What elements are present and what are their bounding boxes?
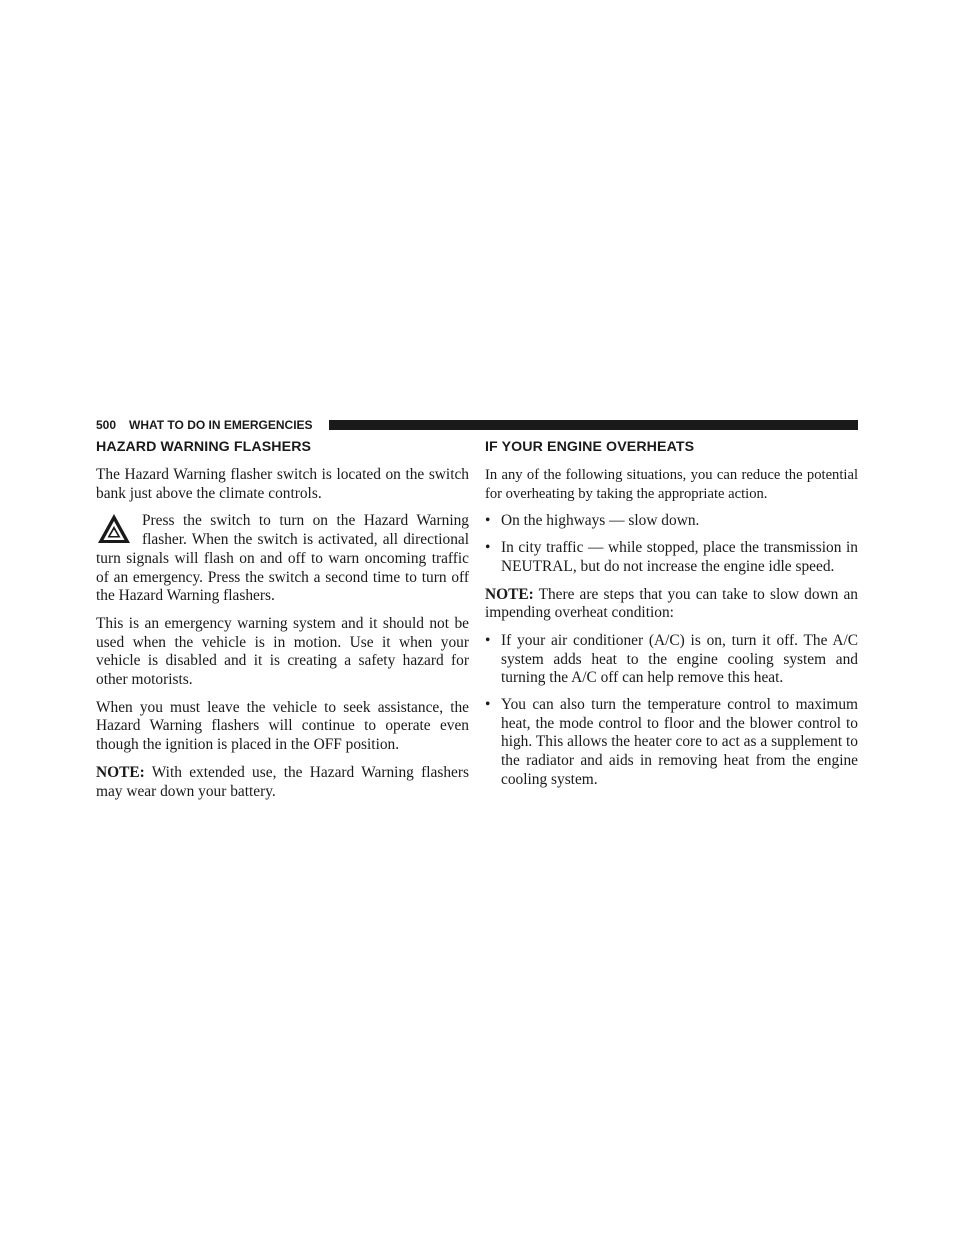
hazard-warning-text: Press the switch to turn on the Hazard Warning flasher. When the switch is activated, all directional turn signals will flash on and off to warn oncoming traffic of an emergency. Press the switch a second time to turn off the Hazard Warning flashers. bbox=[96, 512, 469, 605]
hazard-para-2: This is an emergency warning system and it should not be used when the vehicle is in motion. Use it when your vehicle is disabled and it is creating a safety hazard for other motorists. bbox=[96, 614, 469, 689]
hazard-para-3: When you must leave the vehicle to seek assistance, the Hazard Warning flashers will continue to operate even though the ignition is placed in the OFF position. bbox=[96, 698, 469, 754]
overheat-list-1 bbox=[485, 512, 858, 576]
hazard-warning-block bbox=[96, 512, 469, 606]
overheat-heading: IF YOUR ENGINE OVERHEATS bbox=[485, 439, 695, 455]
hazard-heading: HAZARD WARNING FLASHERS bbox=[96, 439, 312, 455]
bullet-marker: • bbox=[485, 512, 491, 530]
overheat-intro: In any of the following situations, you can reduce the potential for overheating by taking the appropriate action. bbox=[485, 467, 858, 502]
bullet-marker: • bbox=[485, 631, 491, 649]
bullet-marker: • bbox=[485, 696, 491, 714]
list-item: • You can also turn the temperature control to maximum heat, the mode control to floor and the blower control to high. This allows the heater core to act as a supplement to the radiator and aids in removing heat from the engine cooling system. bbox=[485, 696, 858, 788]
overheat-note bbox=[485, 586, 858, 623]
page-number: 500 bbox=[96, 418, 117, 432]
note-text: There are steps that you can take to slow down an impending overheat condition: bbox=[485, 585, 858, 622]
list-item: • If your air conditioner (A/C) is on, turn it off. The A/C system adds heat to the engine cooling system and turning the A/C off can help remove this heat. bbox=[485, 631, 858, 687]
header-rule bbox=[329, 420, 858, 430]
page-header bbox=[96, 417, 858, 433]
hazard-intro: The Hazard Warning flasher switch is located on the switch bank just above the climate controls. bbox=[96, 466, 469, 502]
note-text: With extended use, the Hazard Warning flashers may wear down your battery. bbox=[96, 763, 469, 800]
bullet-marker: • bbox=[485, 539, 491, 557]
hazard-triangle-icon bbox=[96, 512, 132, 546]
list-item: • In city traffic — while stopped, place the transmission in NEUTRAL, but do not increase the engine idle speed. bbox=[485, 539, 858, 575]
list-item: • On the highways — slow down. bbox=[485, 512, 700, 530]
right-column bbox=[485, 438, 858, 799]
hazard-note bbox=[96, 764, 469, 801]
note-label: NOTE: bbox=[485, 585, 534, 603]
overheat-list-2 bbox=[485, 632, 858, 790]
section-title: WHAT TO DO IN EMERGENCIES bbox=[129, 418, 313, 432]
left-column bbox=[96, 438, 469, 810]
note-label: NOTE: bbox=[96, 763, 145, 781]
